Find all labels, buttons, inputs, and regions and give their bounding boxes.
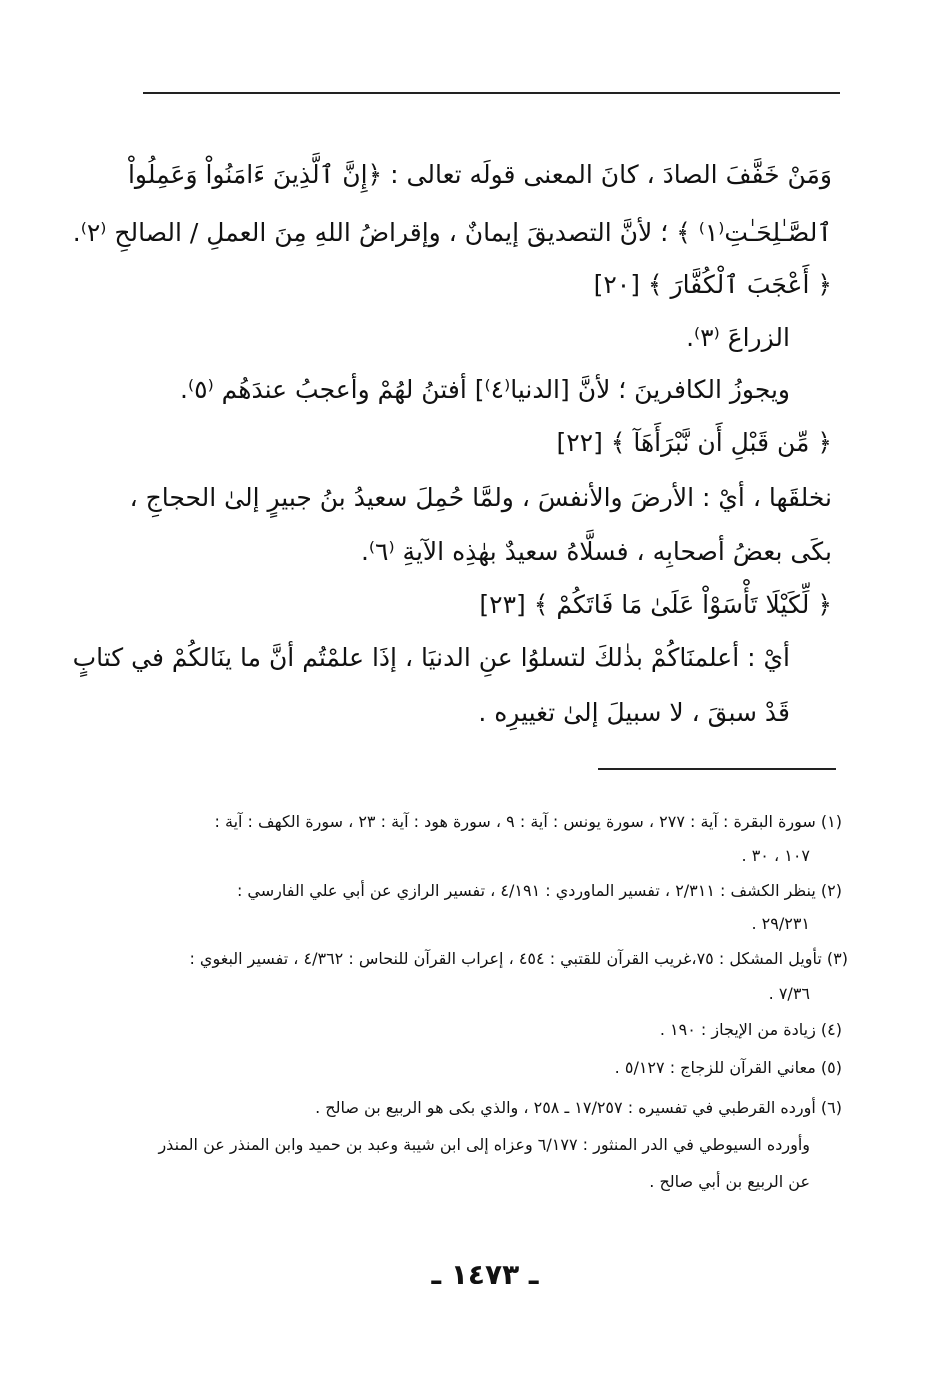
body-line: ويجوزُ الكافرينَ ؛ لأنَّ [الدنيا⁽٤⁾] أفتنُ لهُمْ وأعجبُ عندَهُم ⁽٥⁾. [180,375,790,404]
page-number: ـ ١٤٧٣ ـ [431,1258,539,1291]
footnote-line: (٣) تأويل المشكل : ٧٥،غريب القرآن للقتبي : ٤٥٤ ، إعراب القرآن للنحاس : ٤/٣٦٢ ، تفسير البغوي : [189,949,848,968]
header-rule [143,92,840,94]
footnote-line: (٥) معاني القرآن للزجاج : ٥/١٢٧ . [614,1058,842,1077]
footnote-line: عن الربيع بن أبي صالح . [649,1172,810,1191]
body-line: قَدْ سبقَ ، لا سبيلَ إلىٰ تغييرِه . [478,698,790,727]
body-line: نخلقَها ، أيْ : الأرضَ والأنفسَ ، ولمَّا حُمِلَ سعيدُ بنُ جبيرٍ إلىٰ الحجاجِ ، [129,483,832,512]
footnote-line: ٧/٣٦ . [768,984,810,1003]
footnote-line: (٤) زيادة من الإيجاز : ١٩٠ . [659,1020,842,1039]
footnote-line: ٢٩/٢٣١ . [751,914,810,933]
verse-heading: ﴿ مِّن قَبْلِ أَن نَّبْرَأَهَآ ﴾ [٢٢] [556,428,832,457]
footnote-line: وأورده السيوطي في الدر المنثور : ٦/١٧٧ وعزاه إلى ابن شيبة وعبد بن حميد وابن المنذر عن المنذر [158,1135,810,1154]
body-line: أيْ : أعلمنَاكُمْ بذٰلكَ لتسلوُا عنِ الدنيَا ، إذَا علمْتُم أنَّ ما ينَالكُمْ في كتابٍ [72,643,790,672]
footnote-line: (٦) أورده القرطبي في تفسيره : ١٧/٢٥٧ ـ ٢٥٨ ، والذي بكى هو الربيع بن صالح . [315,1098,842,1117]
verse-heading: ﴿ أَعْجَبَ ٱلْكُفَّارَ ﴾ [٢٠] [593,270,832,299]
body-line: الزراعَ ⁽٣⁾. [686,323,790,352]
body-line: وَمَنْ خَفَّفَ الصادَ ، كانَ المعنى قولَه تعالى : ﴿إِنَّ ٱلَّذِينَ ءَامَنُواْ وَعَمِلُواْ [127,160,832,189]
verse-heading: ﴿ لِّكَيْلَا تَأْسَوْاْ عَلَىٰ مَا فَاتَكُمْ ﴾ [٢٣] [479,590,832,619]
body-line: بكَى بعضُ أصحابِه ، فسلَّاهُ سعيدٌ بهٰذِه الآيةِ ⁽٦⁾. [360,537,832,566]
body-line: ٱلصَّـٰلِحَـٰتِ⁽١⁾ ﴾ ؛ لأنَّ التصديقَ إيمانٌ ، وإقراضُ اللهِ مِنَ العملِ / الصالحِ ⁽٢⁾. [72,218,832,247]
footnote-line: (٢) ينظر الكشف : ٢/٣١١ ، تفسير الماوردي : ٤/١٩١ ، تفسير الرازي عن أبي علي الفارسي : [236,881,842,900]
footnote-line: (١) سورة البقرة : آية : ٢٧٧ ، سورة يونس : آية : ٩ ، سورة هود : آية : ٢٣ ، سورة الكهف : آية : [214,812,842,831]
footnote-line: ١٠٧ ، ٣٠ . [741,846,810,865]
footnote-rule [598,768,836,770]
